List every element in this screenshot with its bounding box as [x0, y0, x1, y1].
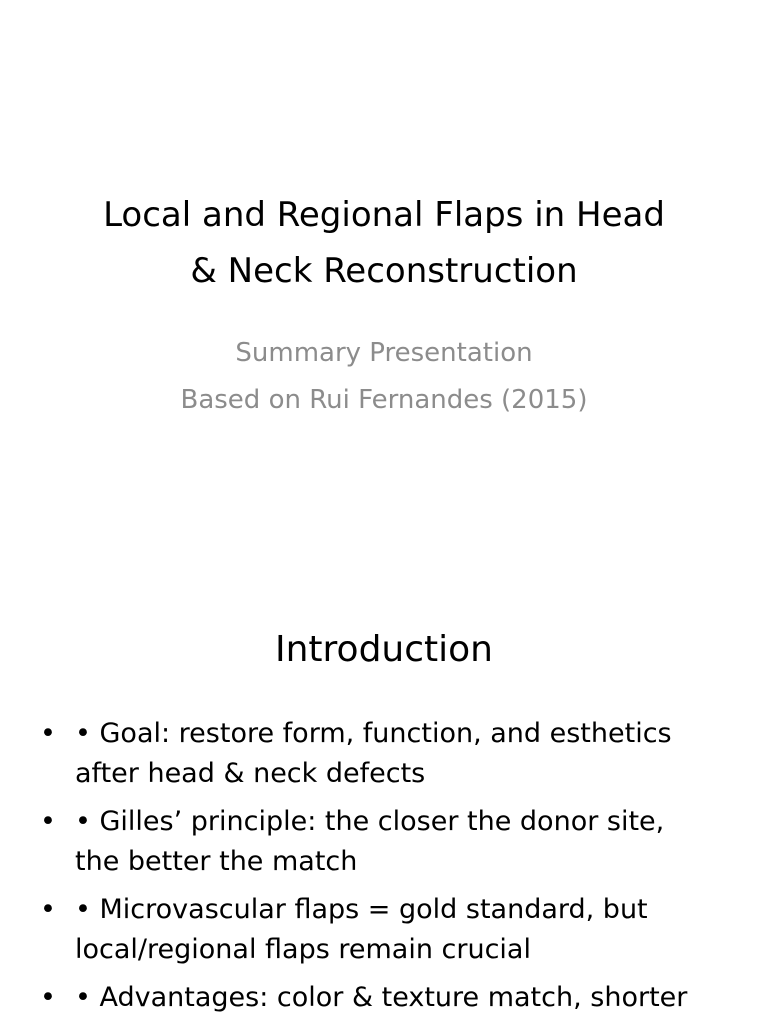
subtitle-line-2: Based on Rui Fernandes (2015): [180, 385, 588, 415]
bullet-text-line: • Advantages: color & texture match, shorter: [75, 982, 688, 1013]
bullet-text-line: • Gilles’ principle: the closer the donor site,: [75, 806, 665, 837]
bullet-item: [0, 890, 768, 970]
presentation-subtitle: [30, 330, 738, 424]
bullet-text-line: the better the match: [75, 846, 358, 877]
presentation-title-line-1: Local and Regional Flaps in Head: [103, 195, 665, 235]
bullet-item: [0, 978, 768, 1018]
bullet-icon: •: [40, 982, 56, 1013]
bullet-text-line: • Microvascular flaps = gold standard, but: [75, 894, 648, 925]
introduction-slide: [0, 576, 768, 1024]
bullet-text-line: local/regional flaps remain crucial: [75, 934, 531, 965]
bullet-item: [0, 714, 768, 794]
bullet-text-line: after head & neck defects: [75, 758, 426, 789]
presentation-title-line-2: & Neck Reconstruction: [190, 251, 578, 291]
presentation-title: [30, 187, 738, 299]
bullet-item: [0, 802, 768, 882]
bullet-text-line: • Goal: restore form, function, and esthetics: [75, 718, 672, 749]
bullet-icon: •: [40, 806, 56, 837]
bullet-icon: •: [40, 718, 56, 749]
subtitle-line-1: Summary Presentation: [235, 338, 533, 368]
slide-title: Introduction: [274, 629, 493, 670]
bullet-icon: •: [40, 894, 56, 925]
bullet-list: [0, 714, 768, 1024]
